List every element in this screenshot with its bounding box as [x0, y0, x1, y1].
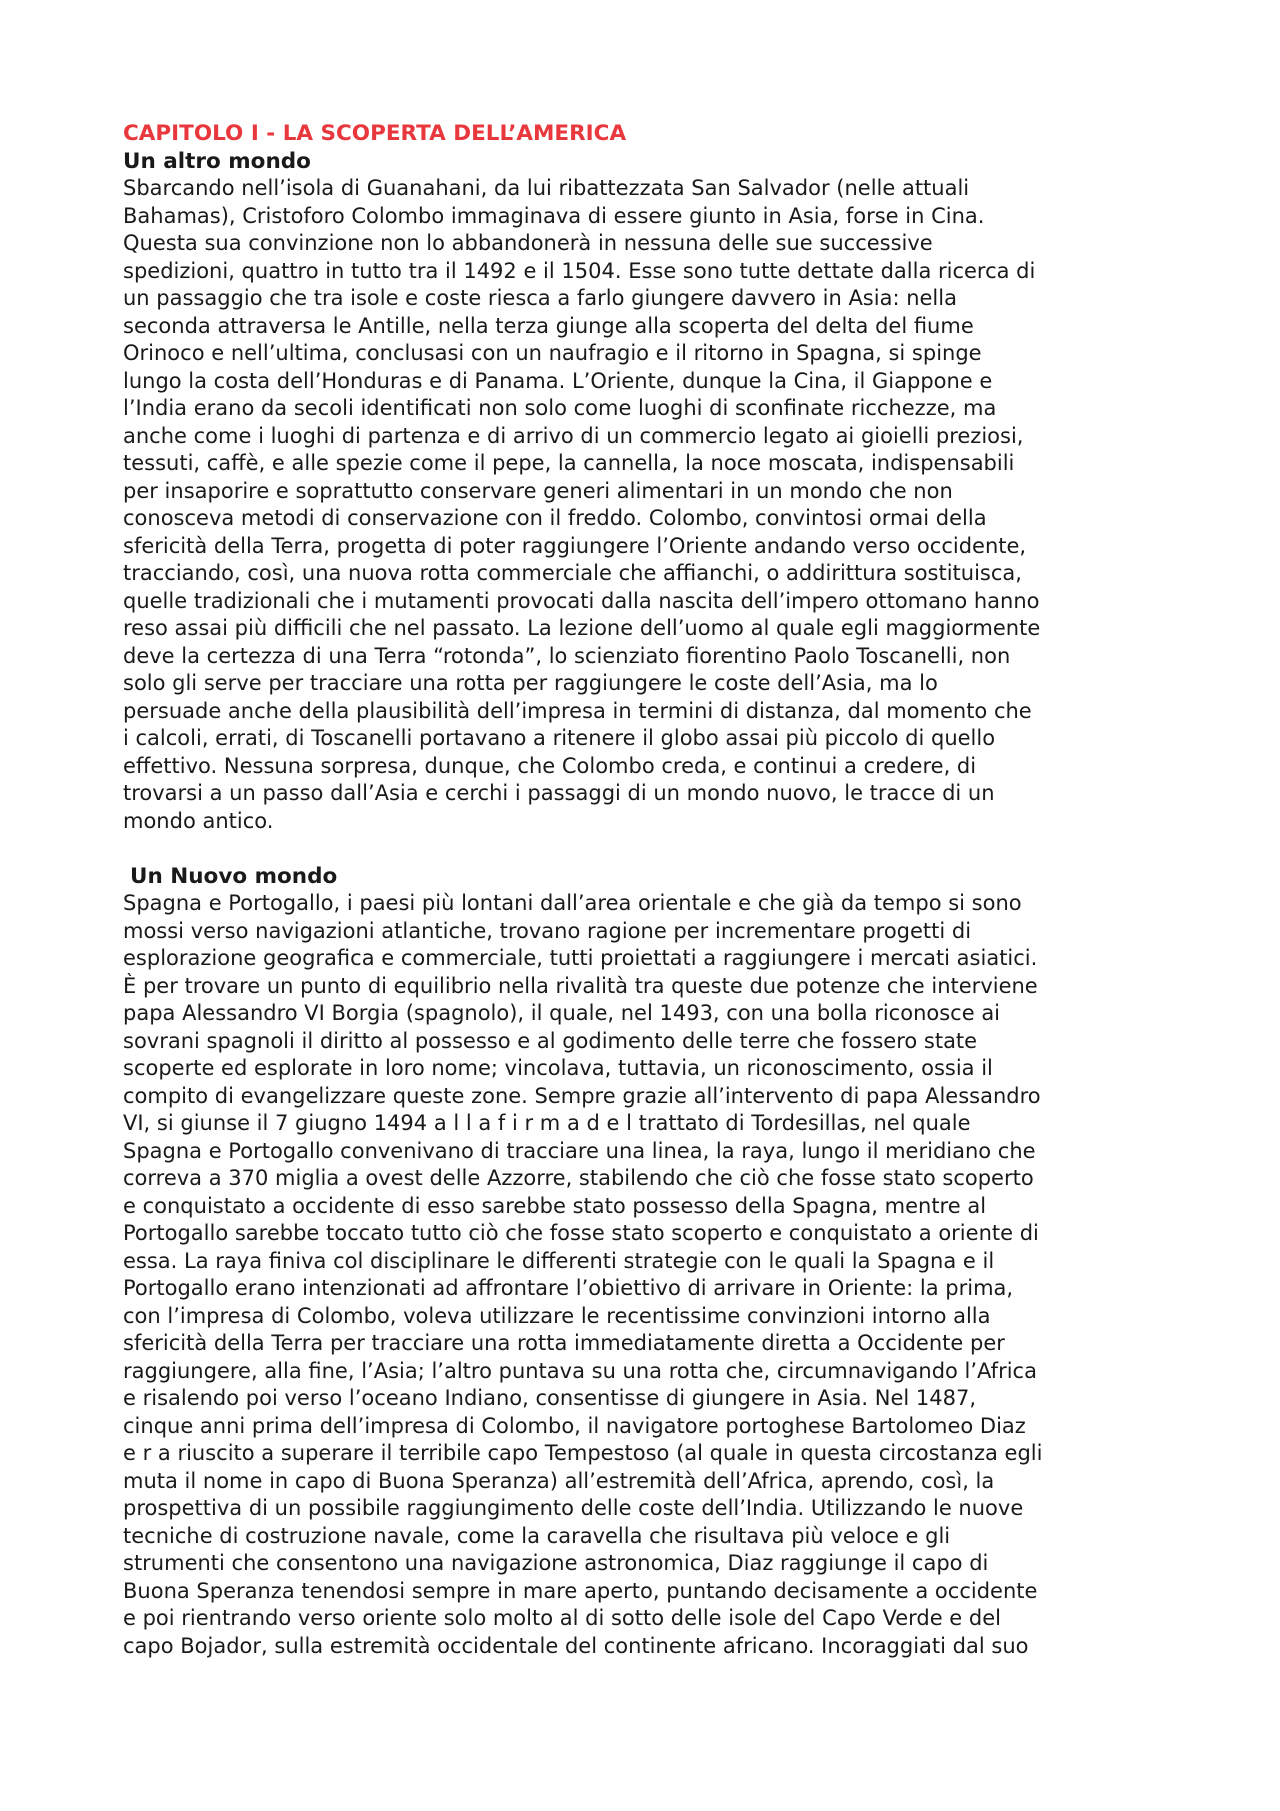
section-body	[123, 175, 1173, 835]
text-line: sovrani spagnoli il diritto al possesso e al godimento delle terre che fossero state	[123, 1028, 978, 1053]
text-line: e conquistato a occidente di esso sarebbe stato possesso della Spagna, mentre al	[123, 1193, 987, 1218]
text-line: quelle tradizionali che i mutamenti provocati dalla nascita dell’impero ottomano hanno	[123, 588, 1040, 613]
text-line: solo gli serve per tracciare una rotta per raggiungere le coste dell’Asia, ma lo	[123, 671, 938, 695]
text-line: i calcoli, errati, di Toscanelli portavano a ritenere il globo assai più piccolo di quello	[123, 726, 996, 750]
text-line: Spagna e Portogallo, i paesi più lontani dall’area orientale e che già da tempo si sono	[123, 891, 1022, 915]
text-line: anche come i luoghi di partenza e di arrivo di un commercio legato ai gioielli preziosi,	[123, 423, 1024, 448]
text-line: reso assai più difficili che nel passato. La lezione dell’uomo al quale egli maggiormente	[123, 616, 1041, 640]
text-line: correva a 370 miglia a ovest delle Azzorre, stabilendo che ciò che fosse stato scoperto	[123, 1166, 1034, 1190]
text-line: Spagna e Portogallo convenivano di tracciare una linea, la raya, lungo il meridiano che	[123, 1138, 1036, 1163]
text-line: mossi verso navigazioni atlantiche, trovano ragione per incrementare progetti di	[123, 918, 972, 943]
text-line: Questa sua convinzione non lo abbandonerà in nessuna delle sue successive	[123, 231, 933, 255]
text-line: deve la certezza di una Terra “rotonda”, lo scienziato fiorentino Paolo Toscanelli, non	[123, 643, 1011, 668]
text-line: mondo antico.	[123, 808, 274, 833]
text-line: Orinoco e nell’ultima, conclusasi con un naufragio e il ritorno in Spagna, si spinge	[123, 341, 982, 365]
text-line: muta il nome in capo di Buona Speranza) all’estremità dell’Africa, aprendo, così, la	[123, 1468, 995, 1493]
text-line: l’India erano da secoli identificati non solo come luoghi di sconfinate ricchezze, ma	[123, 396, 997, 420]
text-line: per insaporire e soprattutto conservare generi alimentari in un mondo che non	[123, 478, 953, 503]
chapter-title: CAPITOLO I - LA SCOPERTA DELL’AMERICA	[123, 121, 627, 146]
text-line: Sbarcando nell’isola di Guanahani, da lui ribattezzata San Salvador (nelle attuali	[123, 176, 970, 200]
text-line: esplorazione geografica e commerciale, tutti proiettati a raggiungere i mercati asiatici.	[123, 946, 1038, 970]
section-un-nuovo-mondo	[123, 863, 1173, 1661]
section-title: Un altro mondo	[123, 148, 311, 174]
text-line: e risalendo poi verso l’oceano Indiano, consentisse di giungere in Asia. Nel 1487,	[123, 1386, 976, 1410]
text-line: prospettiva di un possibile raggiungimento delle coste dell’India. Utilizzando le nuove	[123, 1496, 1024, 1520]
text-line: sfericità della Terra per tracciare una rotta immediatamente diretta a Occidente per	[123, 1331, 1005, 1355]
text-line: strumenti che consentono una navigazione astronomica, Diaz raggiunge il capo di	[123, 1551, 989, 1575]
text-line: VI, si giunse il 7 giugno 1494 a l l a f i r m a d e l trattato di Tordesillas, nel quale	[123, 1111, 971, 1135]
text-line: cinque anni prima dell’impresa di Colombo, il navigatore portoghese Bartolomeo Diaz	[123, 1413, 1026, 1438]
text-line: capo Bojador, sulla estremità occidentale del continente africano. Incoraggiati dal suo	[123, 1633, 1029, 1658]
section-body	[123, 890, 1173, 1660]
text-line: Portogallo sarebbe toccato tutto ciò che fosse stato scoperto e conquistato a oriente di	[123, 1221, 1039, 1245]
text-line: un passaggio che tra isole e coste riesca a farlo giungere davvero in Asia: nella	[123, 286, 957, 310]
text-line: conosceva metodi di conservazione con il freddo. Colombo, convintosi ormai della	[123, 506, 987, 530]
text-line: tecniche di costruzione navale, come la caravella che risultava più veloce e gli	[123, 1523, 951, 1548]
text-line: lungo la costa dell’Honduras e di Panama. L’Oriente, dunque la Cina, il Giappone e	[123, 368, 993, 393]
text-line: spedizioni, quattro in tutto tra il 1492 e il 1504. Esse sono tutte dettate dalla ricerca di	[123, 258, 1036, 283]
text-line: scoperte ed esplorate in loro nome; vincolava, tuttavia, un riconoscimento, ossia il	[123, 1056, 993, 1080]
text-line: Buona Speranza tenendosi sempre in mare aperto, puntando decisamente a occidente	[123, 1578, 1038, 1603]
text-line: Portogallo erano intenzionati ad affrontare l’obiettivo di arrivare in Oriente: la prima,	[123, 1276, 1014, 1300]
text-line: persuade anche della plausibilità dell’impresa in termini di distanza, dal momento che	[123, 698, 1032, 723]
text-line: papa Alessandro VI Borgia (spagnolo), il quale, nel 1493, con una bolla riconosce ai	[123, 1001, 1001, 1025]
text-line: con l’impresa di Colombo, voleva utilizzare le recentissime convinzioni intorno alla	[123, 1303, 991, 1328]
text-line: tracciando, così, una nuova rotta commerciale che affianchi, o addirittura sostituisca,	[123, 561, 1022, 585]
section-un-altro-mondo	[123, 148, 1173, 836]
text-line: È per trovare un punto di equilibrio nella rivalità tra queste due potenze che interviene	[123, 973, 1038, 998]
text-line: seconda attraversa le Antille, nella terza giunge alla scoperta del delta del fiume	[123, 313, 974, 338]
text-line: trovarsi a un passo dall’Asia e cerchi i passaggi di un mondo nuovo, le tracce di un	[123, 781, 995, 805]
section-title: Un Nuovo mondo	[130, 863, 338, 889]
text-line: effettivo. Nessuna sorpresa, dunque, che Colombo creda, e continui a credere, di	[123, 753, 977, 778]
text-line: raggiungere, alla fine, l’Asia; l’altro puntava su una rotta che, circumnavigando l’Africa	[123, 1358, 1037, 1383]
text-line: e r a riuscito a superare il terribile capo Tempestoso (al quale in questa circostanza egli	[123, 1441, 1043, 1465]
text-line: e poi rientrando verso oriente solo molto al di sotto delle isole del Capo Verde e del	[123, 1606, 1001, 1630]
text-line: compito di evangelizzare queste zone. Sempre grazie all’intervento di papa Alessandro	[123, 1083, 1041, 1108]
paragraph-gap	[123, 835, 1173, 863]
text-line: sfericità della Terra, progetta di poter raggiungere l’Oriente andando verso occidente,	[123, 533, 1027, 558]
text-line: essa. La raya finiva col disciplinare le differenti strategie con le quali la Spagna e il	[123, 1248, 995, 1273]
text-line: tessuti, caffè, e alle spezie come il pepe, la cannella, la noce moscata, indispensabili	[123, 451, 1015, 475]
document-page	[123, 120, 1173, 1660]
text-line: Bahamas), Cristoforo Colombo immaginava di essere giunto in Asia, forse in Cina.	[123, 203, 985, 228]
